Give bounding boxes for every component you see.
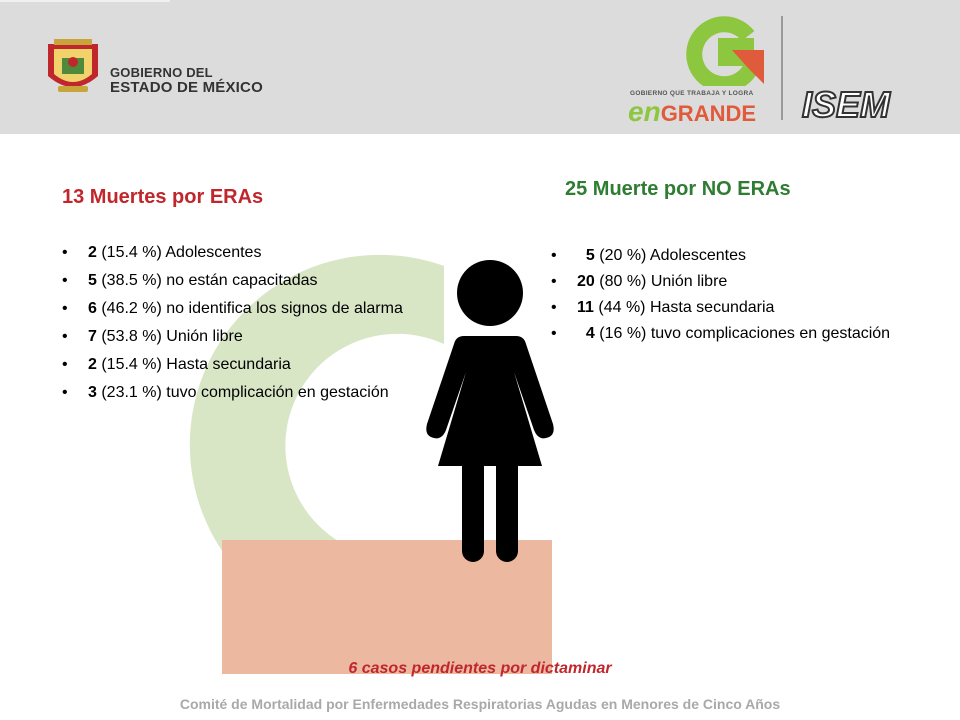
coat-of-arms-icon [40,36,106,98]
gov-name [110,66,263,95]
list-item [62,355,410,374]
isem-logo-icon [796,86,942,122]
item-number: 2 [88,356,97,373]
bullet: • [62,272,68,289]
bullet: • [62,300,68,317]
item-text: (15.4 %) Adolescentes [96,244,262,261]
right-title: 25 Muerte por NO ERAs [565,178,791,200]
list-item [62,327,410,346]
pending-note: 6 casos pendientes por dictaminar [348,660,612,677]
item-number: 5 [88,272,97,289]
item-number: 2 [88,244,97,261]
item-number: 20 [577,273,595,290]
item-number: 3 [88,384,97,401]
bullet: • [62,356,68,373]
bullet: • [551,247,557,264]
item-text: (23.1 %) tuvo complicación en gestación [96,384,389,401]
item-number: 4 [577,325,595,342]
item-text: (80 %) Unión libre [594,273,728,290]
bullet: • [62,244,68,261]
left-title: 13 Muertes por ERAs [62,186,264,208]
item-text: (44 %) Hasta secundaria [593,299,775,316]
gov-line2: ESTADO DE MÉXICO [110,78,263,96]
slogan: GOBIERNO QUE TRABAJA Y LOGRA [630,90,754,97]
item-text: (15.4 %) Hasta secundaria [96,356,291,373]
gov-line1: GOBIERNO DEL [110,65,213,80]
item-text: (46.2 %) no identifica los signos de alarma [96,300,403,317]
bullet: • [62,328,68,345]
list-item [62,271,410,290]
item-number: 11 [577,299,594,316]
list-item [551,272,891,291]
engrande-wordmark [628,98,756,126]
left-list [62,243,410,411]
list-item [62,243,410,262]
list-item [551,298,891,317]
engrande-grande: GRANDE [660,101,757,126]
woman-figure-icon [420,256,560,566]
item-text: (16 %) tuvo complicaciones en gestación [594,325,891,342]
logo-divider [781,16,783,120]
list-item [62,383,410,402]
g-logo-icon [686,14,766,86]
item-number: 6 [88,300,97,317]
bullet: • [551,273,557,290]
item-text: (38.5 %) no están capacitadas [96,272,318,289]
item-text: (20 %) Adolescentes [594,247,746,264]
bullet: • [551,299,557,316]
bullet: • [551,325,557,342]
list-item [62,299,410,318]
list-item [551,246,891,265]
right-list [551,246,891,350]
item-text: (53.8 %) Unión libre [96,328,243,345]
item-number: 5 [577,247,595,264]
isem-text: ISEM [802,86,891,122]
committee-footer: Comité de Mortalidad por Enfermedades Respiratorias Agudas en Menores de Cinco Años [179,696,781,712]
item-number: 7 [88,328,97,345]
engrande-en: en [628,96,661,127]
bullet: • [62,384,68,401]
list-item [551,324,891,343]
